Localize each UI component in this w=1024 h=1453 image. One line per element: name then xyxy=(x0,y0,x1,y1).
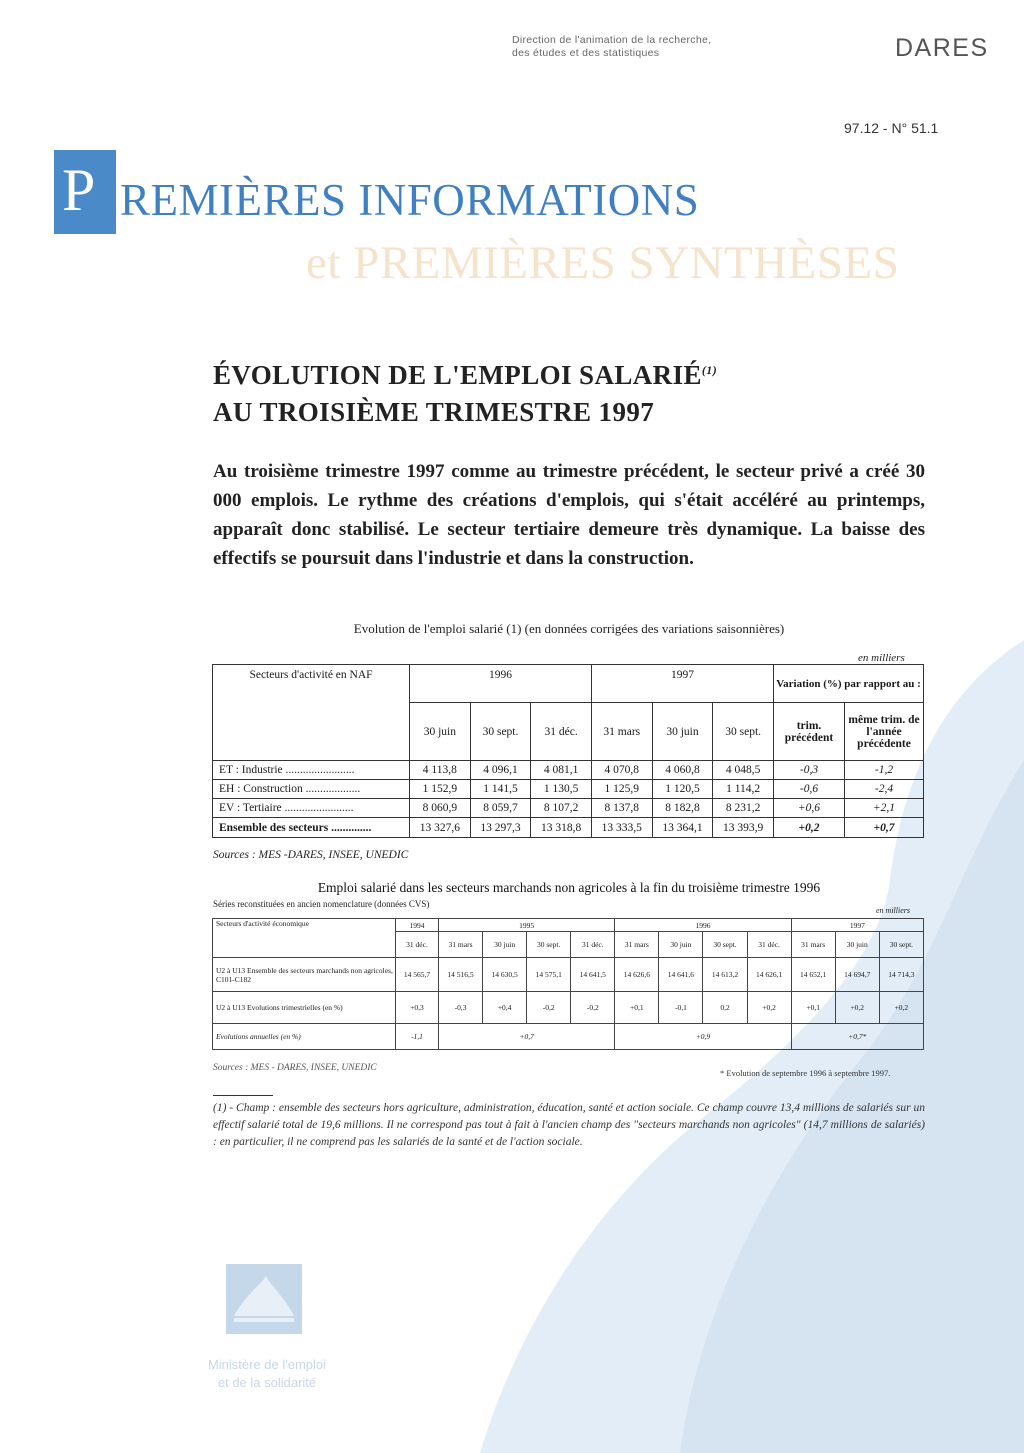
table1-unit: en milliers xyxy=(858,652,905,664)
table1-value-cell: 4 113,8 xyxy=(410,761,471,780)
brand-initial-box xyxy=(54,150,116,234)
table1-value-cell: -1,2 xyxy=(845,761,924,780)
table2-value-cell: 14 694,7 xyxy=(835,958,879,992)
table2-value-cell: 14 630,5 xyxy=(483,958,527,992)
title-footnote-mark: (1) xyxy=(701,363,718,377)
brand-title: REMIÈRES INFORMATIONS xyxy=(120,175,700,225)
table2-value-cell: +0,3 xyxy=(396,992,439,1024)
table1-value-cell: 4 096,1 xyxy=(470,761,531,780)
table1-sector-cell: EV : Tertiaire ........................ xyxy=(213,799,410,818)
table2-value-cell: +0,1 xyxy=(791,992,835,1024)
table2-subheader: 30 juin xyxy=(483,932,527,958)
table1-value-cell: 8 059,7 xyxy=(470,799,531,818)
table1-value-cell: -0,3 xyxy=(774,761,845,780)
table1-subheader: 30 juin xyxy=(410,703,471,761)
brand-initial: P xyxy=(62,157,96,223)
table1-value-cell: 8 060,9 xyxy=(410,799,471,818)
table2-row xyxy=(213,992,924,1024)
table1-row xyxy=(213,780,924,799)
table1-value-cell: 8 137,8 xyxy=(591,799,652,818)
table2-value-cell: -1,1 xyxy=(396,1024,439,1050)
table1-subheader: 30 sept. xyxy=(470,703,531,761)
table1-subheader: 31 déc. xyxy=(531,703,592,761)
table1-total-cell: +0,7 xyxy=(845,818,924,838)
table1-value-cell: -0,6 xyxy=(774,780,845,799)
table2-row-label: U2 à U13 Evolutions trimestrielles (en %) xyxy=(213,992,396,1024)
table1-value-cell: 1 152,9 xyxy=(410,780,471,799)
table2-year: 1994 xyxy=(396,919,439,932)
table2-sector-header: Secteurs d'activité économique xyxy=(213,919,396,958)
table2-value-cell: 14 565,7 xyxy=(396,958,439,992)
table1-value-cell: 8 107,2 xyxy=(531,799,592,818)
table2-row-label: Evolutions annuelles (en %) xyxy=(213,1024,396,1050)
table1-sector-cell: EH : Construction ................... xyxy=(213,780,410,799)
table2-value-cell: +0,4 xyxy=(483,992,527,1024)
brand-subtitle: et PREMIÈRES SYNTHÈSES xyxy=(306,237,900,289)
table2-note: * Evolution de septembre 1996 à septembre 1997. xyxy=(720,1068,891,1078)
table2-value-cell: +0,2 xyxy=(747,992,791,1024)
table2-value-cell: 14 641,6 xyxy=(659,958,703,992)
table1-total-cell: 13 364,1 xyxy=(652,818,713,838)
table2-value-cell: 14 641,5 xyxy=(571,958,615,992)
table1-subheader: même trim. de l'année précédente xyxy=(845,703,924,761)
table2-subheader: 30 sept. xyxy=(703,932,747,958)
org-line-2: des études et des statistiques xyxy=(512,47,660,59)
issue-number: 97.12 - N° 51.1 xyxy=(844,120,939,136)
table2-source: Sources : MES - DARES, INSEE, UNEDIC xyxy=(213,1063,377,1073)
table1-total-row xyxy=(213,818,924,838)
table1-total-cell: 13 297,3 xyxy=(470,818,531,838)
table2-series-note: Séries reconstituées en ancien nomenclature (données CVS) xyxy=(213,899,430,909)
table1-value-cell: 4 060,8 xyxy=(652,761,713,780)
table2-value-cell: +0,2 xyxy=(879,992,923,1024)
table1-value-cell: 1 141,5 xyxy=(470,780,531,799)
table2-value-cell: 14 714,3 xyxy=(879,958,923,992)
table1-value-cell: 4 048,5 xyxy=(713,761,774,780)
ministry-emblem-icon xyxy=(226,1264,302,1334)
footnote: (1) - Champ : ensemble des secteurs hors agriculture, administration, éducation, santé et action sociale. Ce champ couvre 13,4 millions de salariés sur un effectif salarié total de 19,6 millions. Il ne correspond pas tout à fait à l'ancien champ des "secteurs marchands non agricoles" (14,7 millions de salariés) : en particulier, il ne comprend pas les salariés de la santé et de l'action sociale. xyxy=(213,1102,925,1148)
table1-total-cell: 13 393,9 xyxy=(713,818,774,838)
table2-value-cell: -0,3 xyxy=(439,992,483,1024)
table2-subheader: 31 mars xyxy=(791,932,835,958)
org-header xyxy=(512,34,711,60)
table1-subheader: trim. précédent xyxy=(774,703,845,761)
table1-value-cell: +2,1 xyxy=(845,799,924,818)
table1-subheader: 30 sept. xyxy=(713,703,774,761)
table1-value-cell: 8 231,2 xyxy=(713,799,774,818)
table1-total-cell: +0,2 xyxy=(774,818,845,838)
table1-row xyxy=(213,799,924,818)
table2-unit: en milliers xyxy=(876,906,910,915)
table2-subheader: 31 déc. xyxy=(571,932,615,958)
article-title-line-1 xyxy=(213,360,913,391)
title-text-1: ÉVOLUTION DE L'EMPLOI SALARIÉ xyxy=(213,360,702,390)
table2-subheader: 31 mars xyxy=(615,932,659,958)
table1-subheader: 30 juin xyxy=(652,703,713,761)
table1-value-cell: 8 182,8 xyxy=(652,799,713,818)
table2-value-cell: +0,1 xyxy=(615,992,659,1024)
table1-caption: Evolution de l'emploi salarié (1) (en données corrigées des variations saisonnières) xyxy=(353,621,785,636)
table2-value-cell: +0,7 xyxy=(439,1024,615,1050)
table2-subheader: 30 sept. xyxy=(879,932,923,958)
table2-value-cell: 14 613,2 xyxy=(703,958,747,992)
table2-caption: Emploi salarié dans les secteurs marchands non agricoles à la fin du troisième trimestre 1996 xyxy=(317,880,821,895)
table1-source: Sources : MES -DARES, INSEE, UNEDIC xyxy=(213,849,409,861)
table1-value-cell: 4 081,1 xyxy=(531,761,592,780)
ministry-line-1: Ministère de l'emploi xyxy=(207,1357,327,1372)
table2-value-cell: 14 575,1 xyxy=(527,958,571,992)
table1-value-cell: 1 120,5 xyxy=(652,780,713,799)
table2-row xyxy=(213,1024,924,1050)
market-employment-table xyxy=(212,918,924,1050)
ministry-logo xyxy=(226,1264,302,1334)
table2-subheader: 30 juin xyxy=(659,932,703,958)
table2-subheader: 30 sept. xyxy=(527,932,571,958)
table1-value-cell: 1 114,2 xyxy=(713,780,774,799)
table1-total-cell: 13 327,6 xyxy=(410,818,471,838)
table1-year-1997: 1997 xyxy=(591,665,773,703)
employment-table xyxy=(212,664,924,838)
table2-row-label: U2 à U13 Ensemble des secteurs marchands non agricoles, C101-C182 xyxy=(213,958,396,992)
org-line-1: Direction de l'animation de la recherche, xyxy=(512,34,712,46)
org-short-name: DARES xyxy=(895,34,989,62)
table2-value-cell: -0,1 xyxy=(659,992,703,1024)
table2-value-cell: 14 516,5 xyxy=(439,958,483,992)
table2-value-cell: 14 652,1 xyxy=(791,958,835,992)
table1-total-cell: 13 318,8 xyxy=(531,818,592,838)
table2-value-cell: -0,2 xyxy=(527,992,571,1024)
table1-variation-header: Variation (%) par rapport au : xyxy=(774,665,924,703)
ministry-line-2: et de la solidarité xyxy=(217,1375,317,1390)
table1-value-cell: 1 125,9 xyxy=(591,780,652,799)
table2-value-cell: +0,9 xyxy=(615,1024,791,1050)
table2-value-cell: 14 626,1 xyxy=(747,958,791,992)
table2-row xyxy=(213,958,924,992)
table2-subheader: 31 mars xyxy=(439,932,483,958)
lede-paragraph: Au troisième trimestre 1997 comme au trimestre précédent, le secteur privé a créé 30 000 emplois. Le rythme des créations d'emplois, qui s'était accéléré au printemps, apparaît donc stabilisé. Le secteur tertiaire demeure très dynamique. La baisse des effectifs se poursuit dans l'industrie et dans la construction. xyxy=(213,461,925,569)
table1-row xyxy=(213,761,924,780)
table2-value-cell: +0,7* xyxy=(791,1024,923,1050)
table2-value-cell: 0,2 xyxy=(703,992,747,1024)
table2-value-cell: +0,2 xyxy=(835,992,879,1024)
table1-value-cell: 1 130,5 xyxy=(531,780,592,799)
table1-total-cell: 13 333,5 xyxy=(591,818,652,838)
table1-value-cell: -2,4 xyxy=(845,780,924,799)
table1-total-label: Ensemble des secteurs .............. xyxy=(213,818,410,838)
table1-sector-header: Secteurs d'activité en NAF xyxy=(213,665,410,761)
table2-year: 1995 xyxy=(439,919,615,932)
article-title-line-2: AU TROISIÈME TRIMESTRE 1997 xyxy=(213,397,655,427)
table2-subheader: 31 déc. xyxy=(396,932,439,958)
ministry-name xyxy=(182,1356,352,1392)
table2-year: 1997 xyxy=(791,919,923,932)
table2-year: 1996 xyxy=(615,919,791,932)
table1-sector-cell: ET : Industrie ........................ xyxy=(213,761,410,780)
table2-value-cell: 14 626,6 xyxy=(615,958,659,992)
table1-subheader: 31 mars xyxy=(591,703,652,761)
table2-value-cell: -0,2 xyxy=(571,992,615,1024)
table1-year-1996: 1996 xyxy=(410,665,592,703)
table2-subheader: 30 juin xyxy=(835,932,879,958)
table2-subheader: 31 déc. xyxy=(747,932,791,958)
footnote-rule xyxy=(213,1095,273,1096)
table1-value-cell: +0,6 xyxy=(774,799,845,818)
table1-value-cell: 4 070,8 xyxy=(591,761,652,780)
